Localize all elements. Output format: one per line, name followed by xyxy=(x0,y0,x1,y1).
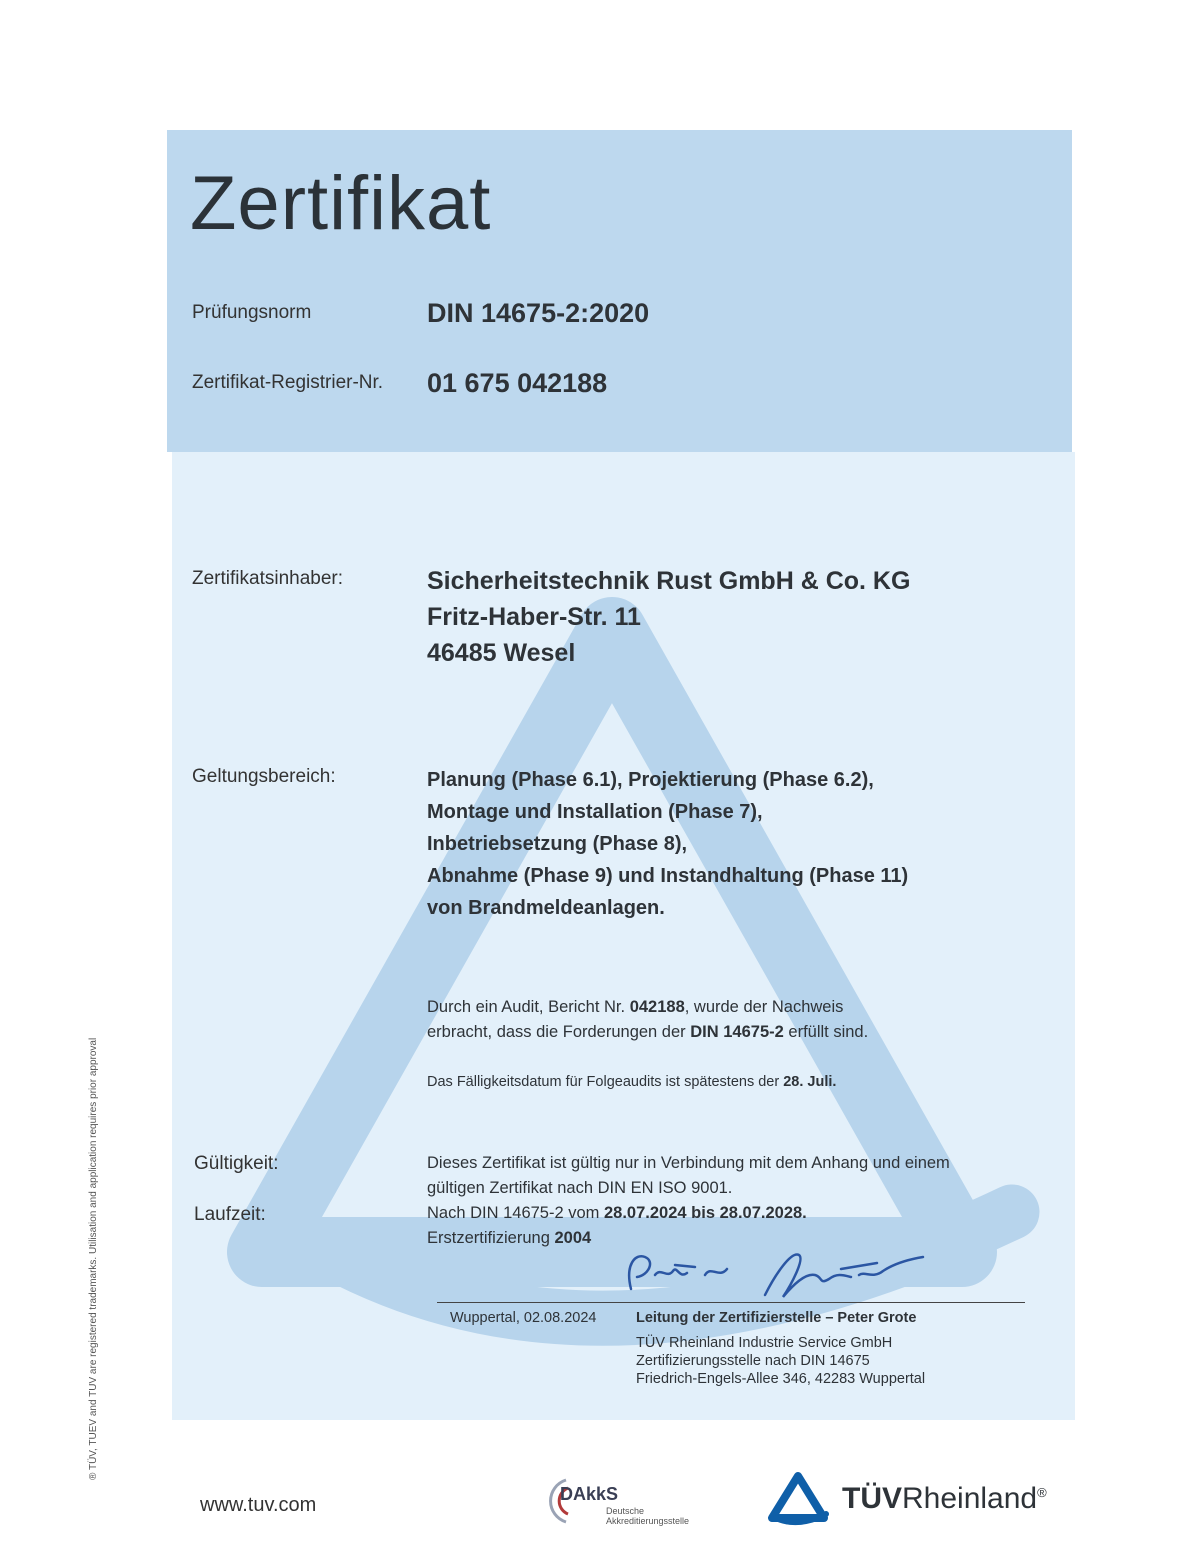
validity-line2: gültigen Zertifikat nach DIN EN ISO 9001. xyxy=(427,1179,733,1197)
audit-statement-line2: erbracht, dass die Forderungen der DIN 14675-2 erfüllt sind. xyxy=(427,1023,869,1041)
tuv-triangle-icon xyxy=(766,1470,830,1526)
follow-up-due-date: 28. Juli. xyxy=(783,1074,837,1090)
issuer-address: Friedrich-Engels-Allee 346, 42283 Wuppertal xyxy=(636,1371,926,1387)
signature-line xyxy=(437,1302,1025,1303)
registration-label: Zertifikat-Registrier-Nr. xyxy=(192,372,384,393)
validity-label: Gültigkeit: xyxy=(194,1153,279,1174)
dakks-name: DAkkS xyxy=(560,1484,619,1504)
audit-report-number: 042188 xyxy=(629,998,685,1016)
first-certification-year: 2004 xyxy=(554,1229,592,1247)
scope-line: Montage und Installation (Phase 7), xyxy=(427,801,763,823)
signatory-role: Leitung der Zertifizierstelle – Peter Grote xyxy=(636,1310,917,1326)
registration-value: 01 675 042188 xyxy=(427,368,608,398)
scope-line: Abnahme (Phase 9) und Instandhaltung (Phase 11) xyxy=(427,865,909,887)
issuer-org: TÜV Rheinland Industrie Service GmbH xyxy=(636,1335,893,1351)
standard-value: DIN 14675-2:2020 xyxy=(427,298,650,328)
follow-up-audit-note: Das Fälligkeitsdatum für Folgeaudits ist spätestens der 28. Juli. xyxy=(427,1074,837,1090)
handwritten-signature xyxy=(615,1245,935,1305)
holder-city: 46485 Wesel xyxy=(427,639,576,667)
validity-line1: Dieses Zertifikat ist gültig nur in Verbindung mit dem Anhang und einem xyxy=(427,1154,950,1172)
tuv-brand: TÜVRheinland® xyxy=(842,1482,1047,1515)
first-certification: Erstzertifizierung 2004 xyxy=(427,1229,592,1247)
term-range: Nach DIN 14675-2 vom 28.07.2024 bis 28.07.2028. xyxy=(427,1204,807,1222)
holder-name: Sicherheitstechnik Rust GmbH & Co. KG xyxy=(427,567,911,595)
scope-line: Inbetriebsetzung (Phase 8), xyxy=(427,833,688,855)
place-date: Wuppertal, 02.08.2024 xyxy=(450,1310,597,1326)
holder-label: Zertifikatsinhaber: xyxy=(192,568,344,589)
trademark-notice: ® TÜV, TUEV and TUV are registered trademarks. Utilisation and application requires prior approval xyxy=(88,1037,99,1480)
certificate-title: Zertifikat xyxy=(190,161,492,246)
dakks-subtitle-1: Deutsche xyxy=(606,1506,645,1516)
standard-label: Prüfungsnorm xyxy=(192,302,312,323)
website-link[interactable]: www.tuv.com xyxy=(200,1494,317,1516)
dakks-subtitle-2: Akkreditierungsstelle xyxy=(606,1516,690,1526)
scope-label: Geltungsbereich: xyxy=(192,766,336,787)
scope-line: Planung (Phase 6.1), Projektierung (Phase 6.2), xyxy=(427,769,874,791)
holder-street: Fritz-Haber-Str. 11 xyxy=(427,603,641,631)
issuer-department: Zertifizierungsstelle nach DIN 14675 xyxy=(636,1353,870,1369)
audit-norm: DIN 14675-2 xyxy=(690,1023,784,1041)
term-dates: 28.07.2024 bis 28.07.2028. xyxy=(604,1204,807,1222)
scope-line: von Brandmeldeanlagen. xyxy=(427,897,665,919)
term-label: Laufzeit: xyxy=(194,1204,266,1225)
audit-statement-line1: Durch ein Audit, Bericht Nr. 042188, wurde der Nachweis xyxy=(427,998,844,1016)
